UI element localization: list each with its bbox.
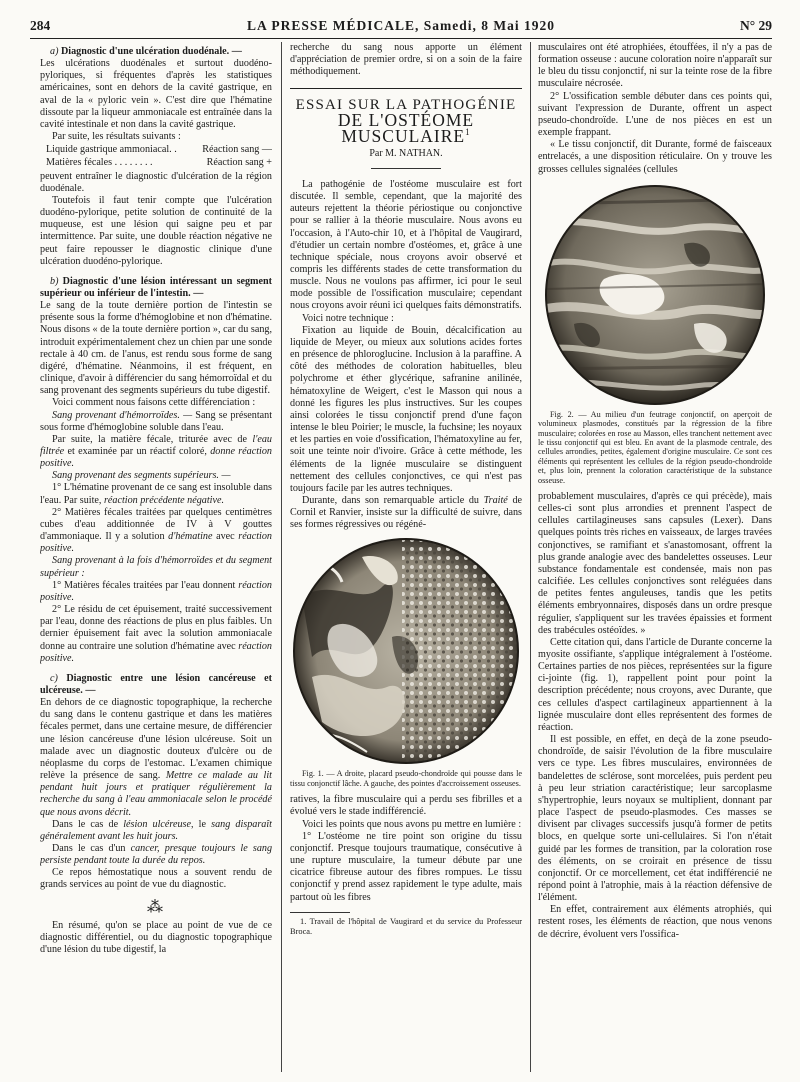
paragraph: Dans le cas d'un cancer, presque toujours le sang persiste pendant toute la durée du repos. — [40, 843, 272, 867]
article-title — [290, 88, 522, 168]
paragraph: Voici les points que nous avons pu mettre en lumière : — [302, 818, 522, 830]
paragraph: peuvent entraîner le diagnostic d'ulcération de la région duodénale. — [40, 170, 272, 194]
paragraph: 2° Matières fécales traitées par quelques centimètres cubes d'eau additionnée de IV à V gouttes d'ammoniaque. Il y a solution d'hématine avec réaction positive. — [40, 506, 272, 555]
paragraph: probablement musculaires, d'après ce qui précède), mais celles-ci sont plus arrondies et prennent l'aspect de cellules cartilagineuses sans capsules (Lexer). Dans quelques points très riches en vaisseaux, de larges travées conjonctives, se ramifiant et s'anastomosant, offrent la plus grande analogie avec des bandelettes osseuses. Leur substance fondamentale est condensée, mais non pas calcifiée. Les cellules conjonctives sont reléguées dans de petites fentes anguleuses, tandis que les petits éléments embryonnaires, disposés dans un ordre presque régulier, s'appliquent sur les travées épaissies et forment des trabécules ostéoïdes. » — [538, 490, 772, 636]
paragraph: En effet, contrairement aux éléments atrophiés, qui restent roses, les éléments de réaction, que nous venons de décrire, évoluent vers l'ossifica- — [538, 904, 772, 940]
article-title-line-1: ESSAI SUR LA PATHOGÉNIE — [295, 97, 517, 114]
paragraph: En résumé, qu'on se place au point de vue de ce diagnostic différentiel, ou du diagnostic topographique d'une lésion du tube digestif, la — [40, 919, 272, 956]
paragraph: Par suite, la matière fécale, triturée avec de l'eau filtrée et examinée par un réactif coloré, donne réaction positive. — [40, 433, 272, 470]
page-number: 284 — [30, 18, 51, 33]
column-2 — [290, 42, 522, 1074]
paragraph: 2° Le résidu de cet épuisement, traité successivement par l'eau, donne des réactions de plus en plus faibles. Un dernier épuisement fait avec la solution ammoniacale donne au contraire une solution d'hématine avec réaction positive. — [40, 604, 272, 664]
section-heading-c: c) Diagnostic entre une lésion cancéreuse et ulcéreuse. — — [40, 672, 272, 696]
paragraph: Il est possible, en effet, en deçà de la zone pseudo-chondroïde, de saisir l'évolution de la fibre musculaire vers ce type. Les fibres musculaires, environnées de bandelettes de sclérose, sont morcelées, puis perdent peu à peu leur striation caractéristique; leur sarcoplasme s'hypertrophie, leurs noyaux se multiplient, donnant par place l'aspect de pseudo-plasmodes. Ces masses se divisent par clivages successifs jusqu'à former de petits blocs, en quelque sorte uni-cellulaires. Si l'on n'était guidé par les formes de transition, par la coloration rose des éléments, on se croirait en présence de tissu conjonctif. Or ce morcellement, cet état indifférencié ne répond point à l'atrophie, mais à la réaction défensive de l'élément. — [538, 734, 772, 904]
paragraph: Toutefois il faut tenir compte que l'ulcération duodéno-pylorique, petite solution de continuité de la muqueuse, est une lésion qui saigne peu et par intermittence. Par suite, une double réaction négative ne peut faire repousser le diagnostic clinique d'une ulcération duodéno-pylorique. — [40, 194, 272, 267]
article-title-line-2: DE L'OSTÉOME MUSCULAIRE$^1$ — [337, 109, 475, 146]
figure-2-caption: Fig. 2. — Au milieu d'un feutrage conjonctif, on aperçoit de volumineux plasmodes, constitués par la régression de la fibre musculaire; colorées en rose au Masson, elles tranchent nettement avec le tissu conjonctif qui est bleu. En avant de la plasmode centrale, des cellules arrondies, petites, également d'origine musculaire. Ce sont ces éléments qui représentent les cellules de la région pseudo-chondroïde et, plus loin, prennent la coloration caractéristique de la substance osseuse. — [538, 409, 772, 485]
figure-2-micrograph — [544, 184, 766, 406]
paragraph: Voici comment nous faisons cette différenciation : — [52, 397, 256, 409]
asterism: ⁂ — [147, 898, 165, 916]
paragraph: « Le tissu conjonctif, dit Durante, formé de faisceaux entrelacés, a une disposition réticulaire. On y trouve les grosses cellules signalées (cellules — [538, 139, 772, 175]
paragraph: Sang provenant à la fois d'hémorroïdes et du segment supérieur : — [40, 555, 272, 579]
paragraph: La pathogénie de l'ostéome musculaire est fort discutée. Il semble, cependant, que la majorité des auteurs rejettent la théorie périostique ou conjonctive pour se rallier à la théorie musculaire. Nous avons eu l'occasion, à l'Auto-chir 10, et à l'hôpital de Vaugirard, d'étudier un certain nombre d'ostéomes, et, grâce à une technique spéciale, nous croyons avoir observé et compris les différents stades de cette transformation du muscle. Nous ne voulons pas affirmer, ici pour le seul mode possible de l'ossification musculaire; cependant nous croyons avoir réuni ici quelques faits démonstratifs. — [290, 178, 522, 312]
paragraph: 1° L'ostéome ne tire point son origine du tissu conjonctif. Presque toujours traumatique, consécutive à une rupture musculaire, la tumeur débute par une cicatrice fibreuse autour des fibres rompues. Le tissu conjonctif y prend assez rapidement le type adulte, mais partout où les fibres — [290, 830, 522, 903]
paragraph: musculaires ont été atrophiées, étouffées, il n'y a pas de formation osseuse : aucune coloration noire n'apparaît sur le bleu du tissu conjonctif, ni sur la teinte rose de la fibre musculaire nécrosée. — [538, 42, 772, 90]
result-line: Matières fécales . . . . . . . . Réaction sang + — [46, 157, 272, 169]
paragraph: Sang provenant d'hémorroïdes. — Sang se présentant sous forme d'hémoglobine soluble dans l'eau. — [40, 409, 272, 433]
section-heading-a: a) Diagnostic d'une ulcération duodénale. — — [50, 46, 242, 57]
footnote-rule — [290, 912, 350, 913]
footnote-marker: 1 — [465, 126, 471, 137]
paragraph: Durante, dans son remarquable article du Traité de Cornil et Ranvier, insiste sur la difficulté de suivre, dans ses formes régressives ou régéné- — [290, 494, 522, 531]
section-heading-b: b) Diagnostic d'une lésion intéressant un segment supérieur ou inférieur de l'intestin. — — [40, 275, 272, 299]
paragraph: ratives, la fibre musculaire qui a perdu ses fibrilles et a évolué vers le stade indifférencié. — [290, 794, 522, 818]
paragraph: 2° L'ossification semble débuter dans ces points qui, suivant l'expression de Durante, offrent un aspect pseudo-chondroïde. L'une de nos pièces en est un exemple frappant. — [538, 90, 772, 139]
column-divider — [281, 42, 282, 1072]
paragraph: recherche du sang nous apporte un élément d'appréciation de premier ordre, si on a soin de la faire méthodiquement. — [290, 42, 522, 78]
paragraph: Sang provenant des segments supérieurs. — — [52, 470, 231, 482]
figure-1-caption: Fig. 1. — A droite, placard pseudo-chondroïde qui pousse dans le tissu conjonctif lâche. A gauche, des pointes d'accroissement osseuses. — [290, 769, 522, 788]
issue-number: N° 29 — [739, 18, 772, 33]
paragraph: Les ulcérations duodénales et surtout duodéno-pyloriques, si fréquentes d'après les statistiques américaines, sont en dehors de la cavité gastrique, en aval de la « pyloric vein ». C'est dire que l'hématine dissoute par la liqueur ammoniacale est entraînée dans la cavité intestinale et non dans la cavité gastrique. — [40, 58, 272, 130]
column-divider — [530, 42, 531, 1072]
article-author: Par M. NATHAN. — [369, 147, 443, 159]
paragraph: 1° Matières fécales traitées par l'eau donnent réaction positive. — [40, 579, 272, 603]
paragraph: 1° L'hématine provenant de ce sang est insoluble dans l'eau. Par suite, réaction précédente négative. — [40, 482, 272, 506]
paragraph: Fixation au liquide de Bouin, décalcification au liquide de Meyer, ou mieux aux solutions acides fortes en présence de phloroglucine. Inclusion à la paraffine. A côté des méthodes de coloration habituelles, bleu polychrome et éther glycérique, safranine anilinée, hématoxyline de Weigert, c'est le Masson qui nous a donné les figures les plus instructives. Sur les coupes ainsi colorées le tissu conjonctif prend d'une façon intense le bleu Poirier; le muscle, la fuchsine; les noyaux et les parties en voie d'ossification, l'hématoxyline au fer, soit une teinte noir d'ivoire. Grâce à cette méthode, les éléments de la lignée musculaire se distinguent nettement des cellules conjonctives, ce qui n'est pas toujours facile par les autres techniques. — [290, 324, 522, 494]
paragraph: Dans le cas de lésion ulcéreuse, le sang disparaît généralement avant les huit jours. — [40, 818, 272, 842]
footnote: 1. Travail de l'hôpital de Vaugirard et du service du Professeur Broca. — [290, 916, 522, 936]
paragraph: Par suite, les résultats suivants : — [52, 131, 181, 143]
column-3 — [538, 42, 772, 1074]
column-1 — [40, 42, 272, 1074]
paragraph: Le sang de la toute dernière portion de l'intestin se présente sous la forme d'hémoglobine et non d'hématine. Nous disons « de la toute dernière portion », car du sang, introduit expérimentalement chez un chien par une sonde rectale à 40 cm. de l'anus, est rendu sous forme de sang digéré, d'hématine. Néanmoins, il est fréquent, en clinique, d'avoir à différencier du sang hémorroïdal et du sang provenant des segments supérieurs du tube digestif. — [40, 300, 272, 397]
paragraph: Cette citation qui, dans l'article de Durante concerne la myosite ossifiante, s'applique intégralement à l'ostéome. Certaines parties de nos pièces, représentées sur la figure ci-jointe (fig. 1), rappellent point pour point la description précédente; nous croyons, avec Durante, que ces cellules d'aspect cartilagineux appartiennent à la lignée musculaire dont elles représentent des formes de réaction. — [538, 636, 772, 733]
page-header — [30, 16, 772, 39]
paragraph: Voici notre technique : — [302, 312, 394, 324]
figure-1-micrograph — [292, 537, 520, 765]
title-rule — [371, 168, 441, 169]
result-line: Liquide gastrique ammoniacal. . Réaction sang — — [46, 144, 272, 156]
paragraph: En dehors de ce diagnostic topographique, la recherche du sang dans le contenu gastrique et dans les matières fécales permet, dans une certaine mesure, de différencier une lésion cancéreuse d'une lésion ulcéreuse. Soit un malade avec un diagnostic douteux d'ulcère ou de néoplasme du corps de l'estomac. L'examen chimique relève la présence de sang. Mettre ce malade au lit pendant huit jours et pratiquer régulièrement la recherche du sang à l'eau ammoniacale selon le procédé que nous avons décrit. — [40, 697, 272, 818]
journal-title: LA PRESSE MÉDICALE, Samedi, 8 Mai 1920 — [246, 18, 556, 33]
paragraph: Ce repos hémostatique nous a souvent rendu de grands services au point de vue du diagnostic. — [40, 867, 272, 891]
